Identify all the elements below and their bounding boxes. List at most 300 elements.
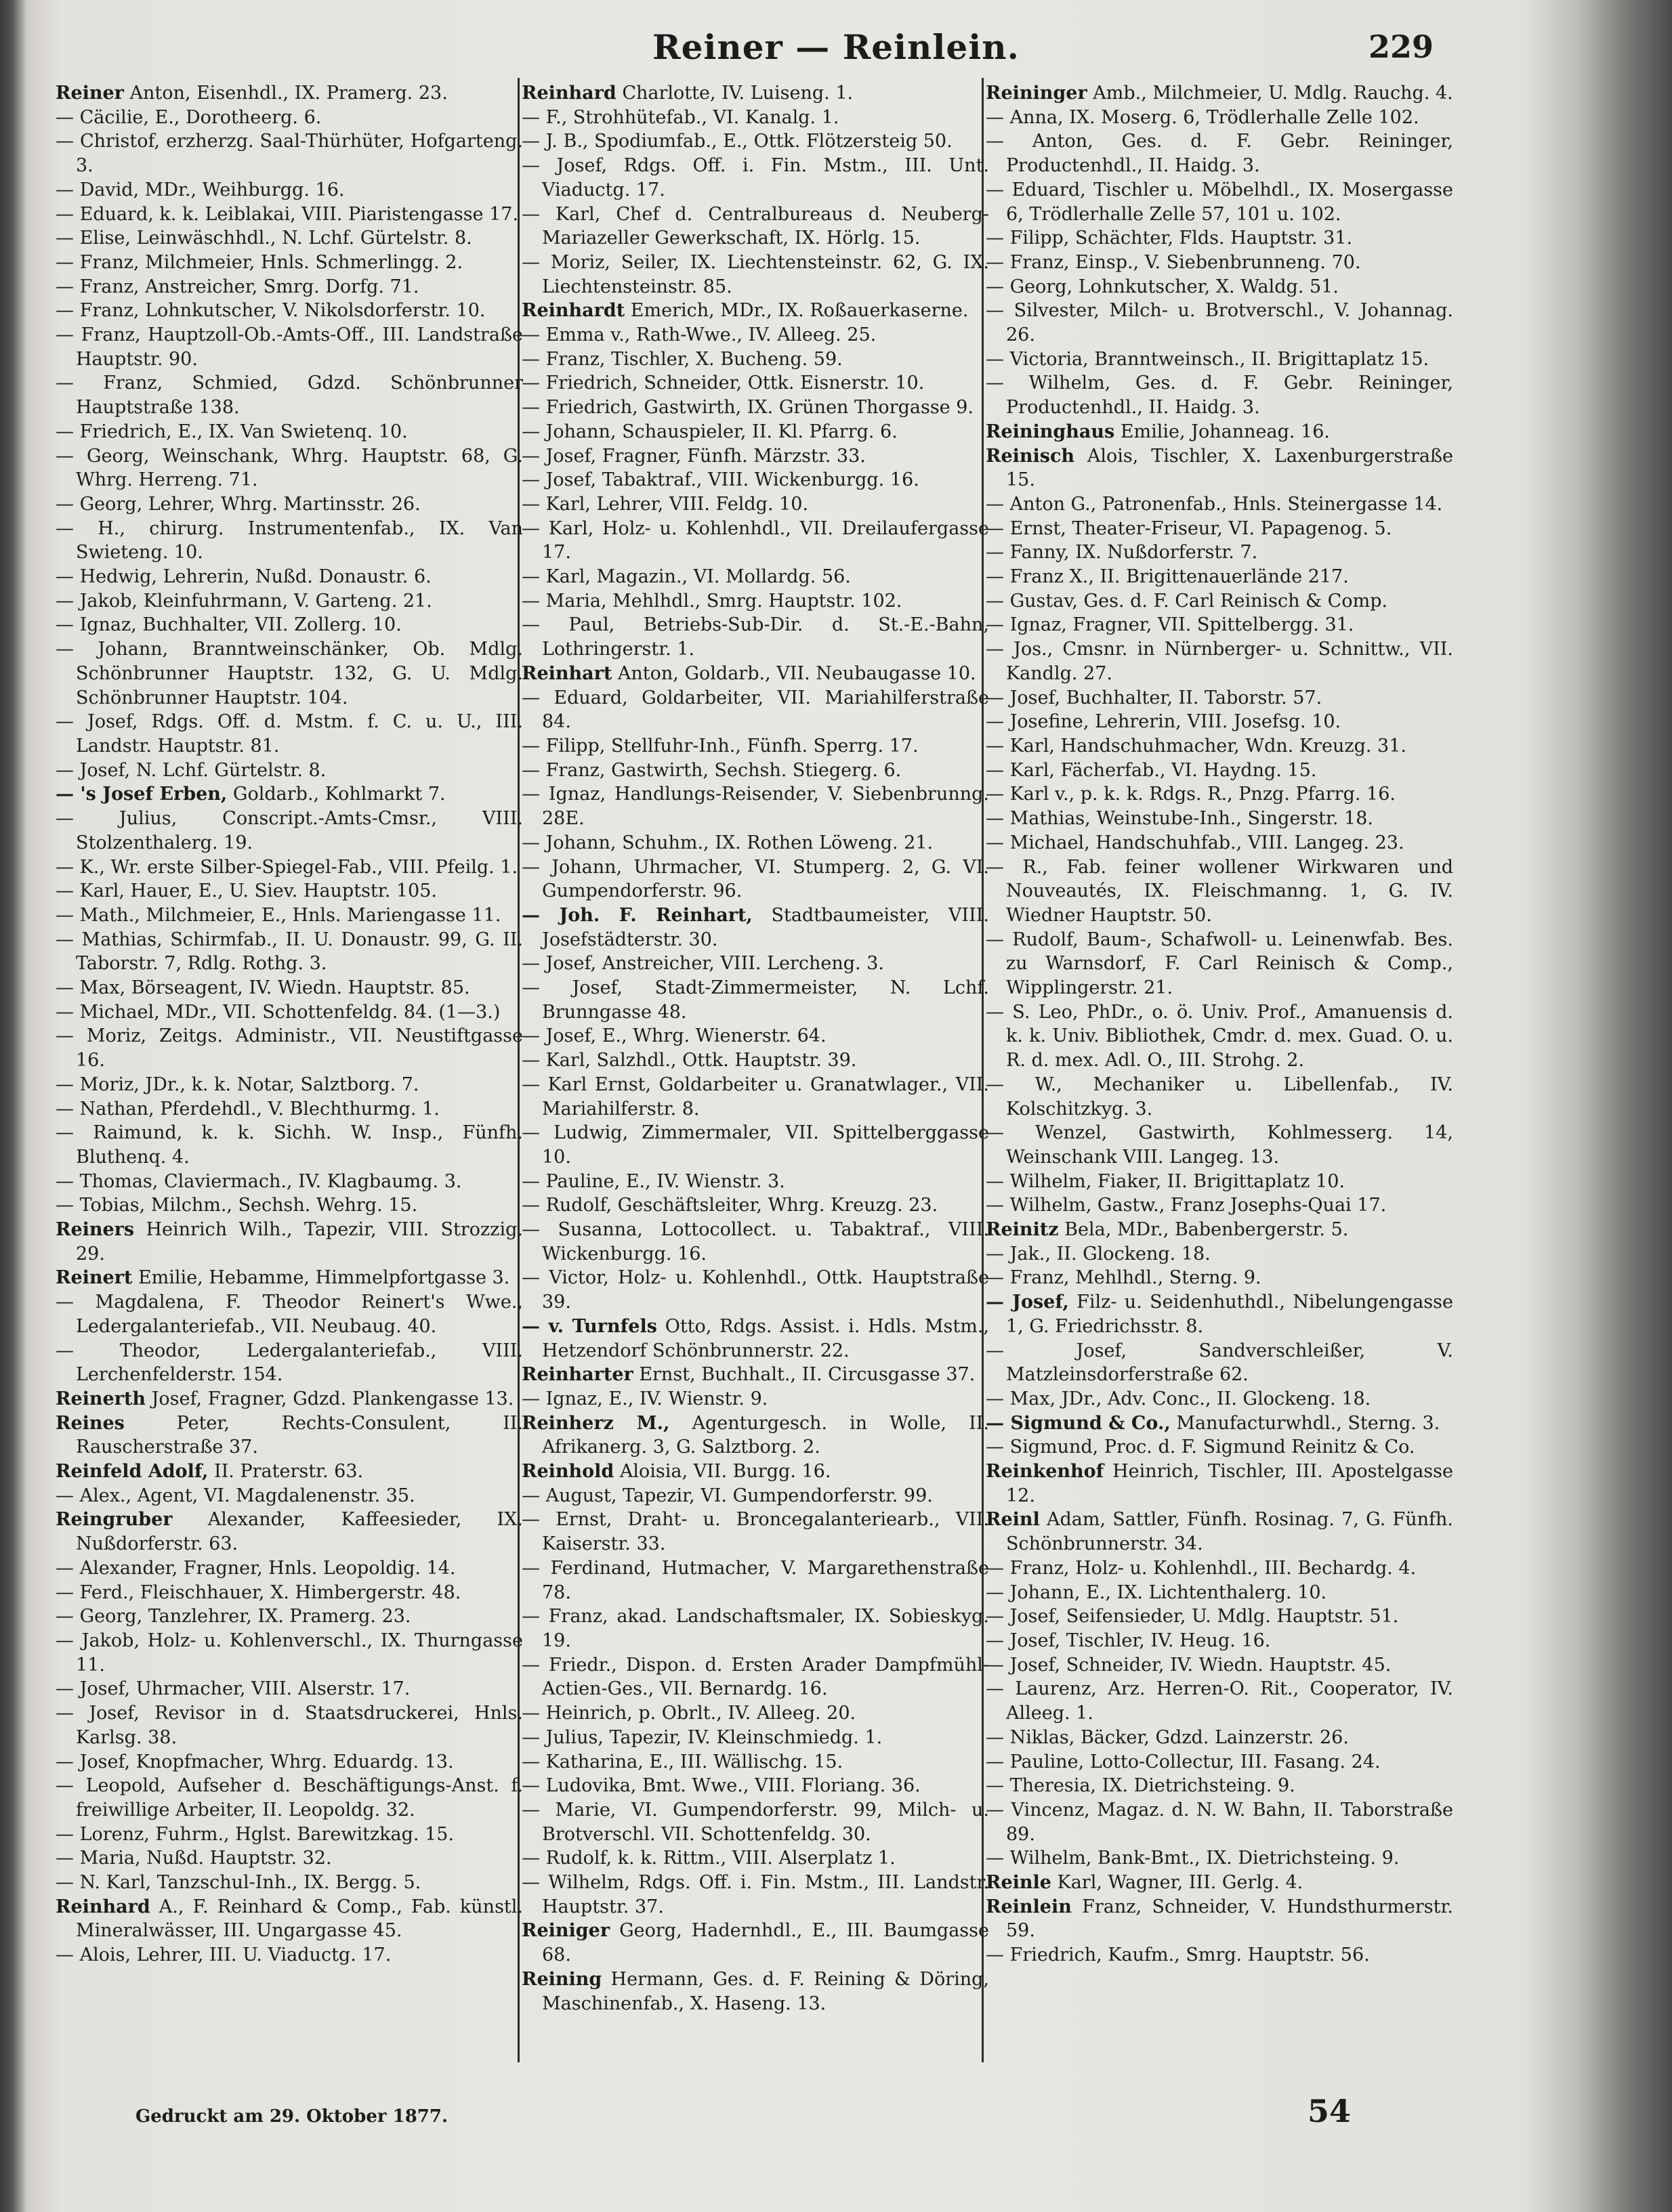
entry-surname: Reiniger [522,1920,610,1942]
entry-text: II. Praterstr. 63. [208,1461,364,1483]
directory-entry [522,1701,989,1726]
directory-entry [522,492,989,517]
directory-entry [522,1024,989,1048]
directory-entry [986,1193,1453,1218]
entry-text: — Vincenz, Magaz. d. N. W. Bahn, II. Taborstraße 89. [986,1799,1453,1845]
directory-entry [56,1000,523,1025]
entry-text: — Hedwig, Lehrerin, Nußd. Donaustr. 6. [56,566,432,588]
entry-text: Otto, Rdgs. Assist. i. Hdls. Mstm., Hetzendorf Schönbrunnerstr. 22. [542,1315,989,1361]
directory-entry [56,226,523,251]
entry-text: — August, Tapezir, VI. Gumpendorferstr. 99. [522,1485,933,1506]
directory-entry [986,444,1453,492]
entry-text: — Josef, E., Whrg. Wienerstr. 64. [522,1025,827,1047]
directory-entry [56,976,523,1000]
directory-entry [986,1073,1453,1121]
entry-text: — Johann, Uhrmacher, VI. Stumperg. 2, G. VI. Gumpendorferstr. 96. [522,856,989,902]
directory-entry [986,371,1453,419]
directory-column-2 [522,81,989,2079]
entry-surname: Reinhart [522,662,612,684]
entry-text: — Julius, Tapezir, IV. Kleinschmiedg. 1. [522,1726,883,1748]
entry-text: — Eduard, k. k. Leiblakai, VIII. Piaristengasse 17. [56,203,519,225]
directory-entry [986,1677,1453,1725]
entry-text: Amb., Milchmeier, U. Mdlg. Rauchg. 4. [1087,83,1453,104]
directory-entry [56,1411,523,1460]
directory-entry [986,807,1453,831]
entry-text: Franz, Schneider, V. Hundsthurmerstr. 59. [1006,1896,1453,1942]
entry-text: — Karl, Magazin., VI. Mollardg. 56. [522,566,851,588]
entry-text: — Emma v., Rath-Wwe., IV. Alleeg. 25. [522,324,877,346]
directory-entry [56,1073,523,1097]
entry-text: — Franz, Gastwirth, Sechsh. Stiegerg. 6. [522,759,902,781]
entry-text: A., F. Reinhard & Comp., Fab. künstl. Mineralwässer, III. Ungargasse 45. [76,1896,523,1942]
directory-entry [56,129,523,177]
entry-surname: Reingruber [56,1509,173,1531]
directory-entry [56,807,523,855]
directory-entry [522,782,989,830]
directory-entry [56,759,523,783]
entry-text: — Moriz, Zeitgs. Administr., VII. Neustiftgasse 16. [56,1025,523,1071]
directory-entry [986,1750,1453,1774]
directory-entry [56,275,523,299]
directory-entry [56,1677,523,1701]
directory-entry [986,1170,1453,1194]
directory-entry [986,831,1453,855]
entry-text: Stadtbaumeister, VIII. Josefstädterstr. 30. [542,904,989,950]
entry-text: — Elise, Leinwäschhdl., N. Lchf. Gürtelstr. 8. [56,228,472,249]
directory-entry [56,1604,523,1629]
entry-surname: Reinisch [986,445,1075,467]
directory-entry [986,178,1453,226]
directory-entry [56,420,523,444]
entry-text: — Friedrich, Schneider, Ottk. Eisnerstr. 10. [522,373,925,394]
directory-entry [56,589,523,614]
entry-text: — Leopold, Aufseher d. Beschäftigungs-Anst. f. freiwillige Arbeiter, II. Leopoldg. 32. [56,1775,523,1821]
entry-text: Emilie, Hebamme, Himmelpfortgasse 3. [132,1267,510,1289]
directory-entry [986,565,1453,589]
directory-entry [986,1798,1453,1846]
directory-entry [986,492,1453,517]
entry-text: Bela, MDr., Babenbergerstr. 5. [1058,1219,1349,1241]
directory-entry [986,81,1453,106]
directory-entry [522,1556,989,1604]
entry-text: — Eduard, Tischler u. Möbelhdl., IX. Mosergasse 6, Trödlerhalle Zelle 57, 101 u. 102. [986,179,1453,225]
directory-entry [56,637,523,710]
entry-text: — Eduard, Goldarbeiter, VII. Mariahilferstraße 84. [522,687,989,733]
directory-entry [56,1266,523,1290]
directory-entry [56,1387,523,1411]
entry-text: — R., Fab. feiner wollener Wirkwaren und Nouveautés, IX. Fleischmanng. 1, G. IV. Wiedner Hauptstr. 50. [986,856,1453,926]
entry-text: — Marie, VI. Gumpendorferstr. 99, Milch- u. Brotverschl. VII. Schottenfeldg. 30. [522,1799,989,1845]
directory-entry [986,1508,1453,1556]
entry-surname: Reininghaus [986,421,1115,442]
entry-text: — Josef, N. Lchf. Gürtelstr. 8. [56,759,327,781]
entry-surname: Reinert [56,1267,133,1289]
entry-text: — Pauline, Lotto-Collectur, III. Fasang. 24. [986,1751,1381,1772]
entry-text: — Julius, Conscript.-Amts-Cmsr., VIII. Stolzenthalerg. 19. [56,808,523,853]
directory-entry [986,1000,1453,1073]
directory-entry [56,928,523,976]
entry-text: — Ernst, Draht- u. Broncegalanteriearb., VII. Kaiserstr. 33. [522,1509,989,1555]
directory-entry [522,106,989,130]
directory-entry [522,1387,989,1411]
entry-text: — Karl, Handschuhmacher, Wdn. Kreuzg. 31. [986,735,1406,757]
entry-text: — Ignaz, Buchhalter, VII. Zollerg. 10. [56,614,402,636]
directory-entry [522,1484,989,1508]
entry-surname: Reinerth [56,1388,146,1409]
entry-text: — Alexander, Fragner, Hnls. Leopoldig. 14. [56,1557,456,1579]
entry-text: — Georg, Lohnkutscher, X. Waldg. 51. [986,276,1339,297]
entry-text: — Christof, erzherzg. Saal-Thürhüter, Hofgarteng. 3. [56,131,523,177]
entry-surname: — Josef, [986,1292,1069,1313]
entry-text: — Wilhelm, Rdgs. Off. i. Fin. Mstm., III. Landstr. Hauptstr. 37. [522,1872,989,1917]
directory-entry [522,371,989,396]
directory-entry [56,710,523,758]
directory-entry [56,1846,523,1871]
entry-text: — Math., Milchmeier, E., Hnls. Mariengasse 11. [56,904,501,926]
entry-text: — Anton G., Patronenfab., Hnls. Steinergasse 14. [986,493,1443,515]
directory-entry [986,540,1453,565]
directory-entry [522,831,989,855]
entry-text: — H., chirurg. Instrumentenfab., IX. Van Swieteng. 10. [56,517,523,563]
entry-text: — Karl v., p. k. k. Rdgs. R., Pnzg. Pfarrg. 16. [986,784,1396,805]
directory-entry [522,565,989,589]
entry-text: Alexander, Kaffeesieder, IX. Nußdorferstr. 63. [76,1509,523,1555]
entry-text: — Karl, Fächerfab., VI. Haydng. 15. [986,759,1317,781]
entry-text: — Jak., II. Glockeng. 18. [986,1243,1211,1264]
directory-entry [986,1604,1453,1629]
entry-surname: — v. Turnfels [522,1315,657,1337]
entry-surname: Reinl [986,1509,1040,1531]
entry-text: — Tobias, Milchm., Sechsh. Wehrg. 15. [56,1195,418,1216]
directory-entry [522,976,989,1024]
entry-text: — Franz, Tischler, X. Bucheng. 59. [522,348,843,370]
directory-entry [522,1919,989,1967]
directory-entry [522,1073,989,1121]
directory-entry [56,1581,523,1605]
directory-entry [56,517,523,565]
directory-entry [986,1339,1453,1387]
directory-column-1 [56,81,523,2079]
entry-surname: Reinitz [986,1219,1059,1241]
directory-entry [986,1895,1453,1943]
directory-entry [986,1871,1453,1895]
directory-entry [56,1895,523,1943]
entry-text: — Josef, Stadt-Zimmermeister, N. Lchf. Brunngasse 48. [522,977,989,1023]
entry-surname: Reiners [56,1219,135,1241]
directory-entry [56,879,523,903]
entry-text: — Josef, Rdgs. Off. i. Fin. Mstm., III. Unt. Viaductg. 17. [522,155,989,200]
entry-text: — Franz, akad. Landschaftsmaler, IX. Sobieskyg. 19. [522,1606,989,1651]
directory-entry [986,1653,1453,1678]
directory-entry [986,1411,1453,1436]
directory-entry [986,420,1453,444]
directory-entry [522,1846,989,1871]
entry-text: — Theresia, IX. Dietrichsteing. 9. [986,1775,1295,1797]
entry-text: Alois, Tischler, X. Laxenburgerstraße 15. [1006,445,1453,491]
directory-entry [56,106,523,130]
directory-entry [986,1121,1453,1169]
directory-entry [986,637,1453,685]
directory-entry [522,1218,989,1266]
entry-text: — Jakob, Kleinfuhrmann, V. Garteng. 21. [56,590,432,612]
directory-entry [522,759,989,783]
directory-entry [986,1581,1453,1605]
directory-entry [522,81,989,106]
entry-text: — Mathias, Weinstube-Inh., Singerstr. 18. [986,808,1373,830]
directory-entry [56,1774,523,1822]
directory-entry [56,782,523,807]
entry-text: — Anna, IX. Moserg. 6, Trödlerhalle Zelle 102. [986,106,1419,128]
directory-entry [986,928,1453,1000]
directory-entry [522,589,989,614]
entry-text: — Franz, Milchmeier, Hnls. Schmerlingg. 2. [56,251,463,273]
entry-surname: Reinkenhof [986,1461,1104,1483]
directory-entry [522,347,989,372]
directory-entry [56,1339,523,1387]
entry-text: — N. Karl, Tanzschul-Inh., IX. Bergg. 5. [56,1872,421,1894]
entry-text: — Josef, Buchhalter, II. Taborstr. 57. [986,687,1322,708]
directory-entry [522,1315,989,1363]
directory-entry [56,299,523,323]
entry-text: — Moriz, JDr., k. k. Notar, Salztborg. 7. [56,1073,419,1095]
entry-surname: Reining [522,1968,602,1990]
entry-text: — K., Wr. erste Silber-Spiegel-Fab., VIII. Pfeilg. 1. [56,856,518,878]
entry-text: — Maria, Mehlhdl., Smrg. Hauptstr. 102. [522,590,902,612]
signature-mark: 54 [1308,2093,1352,2129]
directory-entry [986,1435,1453,1460]
directory-entry [986,1290,1453,1338]
entry-text: — Karl, Chef d. Centralbureaus d. Neuberg-Mariazeller Gewerkschaft, IX. Hörlg. 15. [522,203,989,249]
directory-entry [986,1846,1453,1871]
directory-entry [986,686,1453,710]
directory-entry [56,1629,523,1677]
directory-entry [522,396,989,420]
entry-surname: — 's Josef Erben, [56,784,228,805]
directory-entry [522,1750,989,1774]
directory-entry [56,1290,523,1338]
entry-text: — Wilhelm, Ges. d. F. Gebr. Reininger, Productenhdl., II. Haidg. 3. [986,373,1453,419]
entry-text: — Maria, Nußd. Hauptstr. 32. [56,1848,332,1869]
entry-surname: — Joh. F. Reinhart, [522,904,753,926]
entry-text: — Gustav, Ges. d. F. Carl Reinisch & Comp. [986,590,1388,612]
directory-entry [522,420,989,444]
directory-entry [56,1871,523,1895]
directory-entry [56,1556,523,1581]
entry-text: — Victoria, Branntweinsch., II. Brigittaplatz 15. [986,348,1429,370]
entry-surname: Reines [56,1412,125,1434]
entry-surname: Reinhardt [522,300,625,322]
entry-surname: Reinherz M., [522,1412,670,1434]
directory-entry [986,106,1453,130]
entry-text: — Karl, Holz- u. Kohlenhdl., VII. Dreilaufergasse 17. [522,517,989,563]
directory-entry [522,299,989,323]
entry-text: — Silvester, Milch- u. Brotverschl., V. Johannag. 26. [986,300,1453,346]
entry-text: — Jakob, Holz- u. Kohlenverschl., IX. Thurngasse 11. [56,1630,523,1676]
entry-text: — Franz, Holz- u. Kohlenhdl., III. Bechardg. 4. [986,1557,1417,1579]
entry-text: — Josef, Seifensieder, U. Mdlg. Hauptstr. 51. [986,1606,1399,1628]
entry-text: — Josef, Tabaktraf., VIII. Wickenburgg. 16. [522,469,919,491]
entry-text: — Raimund, k. k. Sichh. W. Insp., Fünfh. Bluthenq. 4. [56,1122,523,1168]
entry-text: — Lorenz, Fuhrm., Hglst. Barewitzkag. 15. [56,1823,455,1845]
directory-entry [986,347,1453,372]
directory-entry [986,1218,1453,1242]
entry-text: — Karl, Salzhdl., Ottk. Hauptstr. 39. [522,1050,857,1071]
entry-text: — Niklas, Bäcker, Gdzd. Lainzerstr. 26. [986,1726,1349,1748]
directory-entry [56,178,523,203]
directory-entry [56,1193,523,1218]
directory-entry [56,371,523,419]
print-date: Gedruckt am 29. Oktober 1877. [135,2106,448,2127]
directory-entry [522,1266,989,1314]
entry-text: — Karl, Lehrer, VIII. Feldg. 10. [522,493,809,515]
entry-text: Agenturgesch. in Wolle, II. Afrikanerg. 3, G. Salztborg. 2. [542,1412,989,1458]
directory-entry [986,734,1453,759]
entry-text: — Georg, Lehrer, Whrg. Martinsstr. 26. [56,493,421,515]
entry-text: — Friedrich, Kaufm., Smrg. Hauptstr. 56. [986,1944,1370,1966]
entry-text: — Franz, Hauptzoll-Ob.-Amts-Off., III. Landstraße Hauptstr. 90. [56,324,523,370]
directory-entry [522,903,989,952]
entry-text: — Laurenz, Arz. Herren-O. Rit., Cooperator, IV. Alleeg. 1. [986,1678,1453,1724]
page-title: Reiner — Reinlein. [652,27,1020,67]
entry-text: — Susanna, Lottocollect. u. Tabaktraf., VIII. Wickenburgg. 16. [522,1219,989,1264]
entry-text: — Anton, Ges. d. F. Gebr. Reininger, Productenhdl., II. Haidg. 3. [986,131,1453,177]
directory-entry [522,129,989,154]
entry-text: — Josef, Tischler, IV. Heug. 16. [986,1630,1271,1651]
entry-text: — Michael, MDr., VII. Schottenfeldg. 84. (1—3.) [56,1001,501,1023]
entry-text: — Ignaz, Handlungs-Reisender, V. Siebenbrunng. 28E. [522,784,989,830]
directory-entry [522,952,989,976]
directory-entry [522,1460,989,1484]
entry-surname: Reinharter [522,1364,633,1386]
entry-text: — Rudolf, Geschäftsleiter, Whrg. Kreuzg. 23. [522,1195,938,1216]
entry-text: Charlotte, IV. Luiseng. 1. [616,83,854,104]
directory-entry [986,1943,1453,1968]
directory-entry [522,686,989,734]
entry-text: — Ferd., Fleischhauer, X. Himbergerstr. 48. [56,1581,461,1603]
directory-entry [986,1556,1453,1581]
entry-text: — Friedrich, E., IX. Van Swietenq. 10. [56,421,408,442]
entry-text: Emilie, Johanneag. 16. [1114,421,1330,442]
entry-text: — Wilhelm, Fiaker, II. Brigittaplatz 10. [986,1170,1345,1192]
entry-text: — Josef, Knopfmacher, Whrg. Eduardg. 13. [56,1751,454,1772]
directory-entry [986,759,1453,783]
directory-entry [986,129,1453,177]
entry-text: — Johann, Branntweinschänker, Ob. Mdlg. Schönbrunner Hauptstr. 132, G. U. Mdlg. Schönbrunner Hauptstr. 104. [56,639,523,708]
entry-text: — Alois, Lehrer, III. U. Viaductg. 17. [56,1944,392,1966]
entry-text: — Fanny, IX. Nußdorferstr. 7. [986,542,1258,563]
directory-entry [522,1604,989,1653]
directory-entry [522,855,989,903]
entry-text: — Franz, Lohnkutscher, V. Nikolsdorferstr. 10. [56,300,486,322]
directory-entry [56,565,523,589]
entry-text: — Ignaz, Fragner, VII. Spittelbergg. 31. [986,614,1354,636]
entry-text: Josef, Fragner, Gdzd. Plankengasse 13. [146,1388,514,1409]
directory-entry [56,855,523,880]
entry-text: — Karl Ernst, Goldarbeiter u. Granatwlager., VII. Mariahilferstr. 8. [522,1073,989,1120]
directory-entry [56,323,523,371]
entry-surname: Reinhold [522,1461,614,1483]
directory-entry [522,1193,989,1218]
page-header [0,27,1672,75]
entry-text: — Josef, Uhrmacher, VIII. Alserstr. 17. [56,1678,411,1700]
directory-entry [522,251,989,299]
entry-text: — Sigmund, Proc. d. F. Sigmund Reinitz & Co. [986,1437,1415,1458]
directory-entry [56,1460,523,1484]
entry-text: — Georg, Tanzlehrer, IX. Pramerg. 23. [56,1606,411,1628]
entry-text: Goldarb., Kohlmarkt 7. [227,784,446,805]
directory-entry [986,710,1453,734]
entry-text: — Magdalena, F. Theodor Reinert's Wwe., Ledergalanteriefab., VII. Neubaug. 40. [56,1292,523,1337]
directory-entry [522,1508,989,1556]
directory-entry [522,1170,989,1194]
entry-surname: Reinle [986,1872,1051,1894]
entry-text: — Wenzel, Gastwirth, Kohlmesserg. 14, Weinschank VIII. Langeg. 13. [986,1122,1453,1168]
entry-text: Heinrich Wilh., Tapezir, VIII. Strozzig. 29. [76,1219,523,1264]
directory-entry [522,154,989,202]
entry-text: Anton, Eisenhdl., IX. Pramerg. 23. [123,83,448,104]
directory-entry [986,1726,1453,1750]
directory-entry [56,1823,523,1847]
entry-text: — Franz X., II. Brigittenauerlände 217. [986,566,1349,588]
entry-text: Aloisia, VII. Burgg. 16. [614,1461,831,1483]
directory-entry [522,323,989,347]
directory-entry [986,782,1453,807]
entry-text: — Friedrich, Gastwirth, IX. Grünen Thorgasse 9. [522,397,974,419]
directory-entry [56,903,523,928]
entry-text: Ernst, Buchhalt., II. Circusgasse 37. [633,1364,976,1386]
entry-surname: Reinhard [56,1896,150,1917]
entry-text: — Ernst, Theater-Friseur, VI. Papagenog. 5. [986,517,1392,539]
entry-text: — Josef, Fragner, Fünfh. Märzstr. 33. [522,445,866,467]
directory-entry [986,1460,1453,1508]
directory-entry [56,1943,523,1968]
entry-text: — Mathias, Schirmfab., II. U. Donaustr. 99, G. II. Taborstr. 7, Rdlg. Rothg. 3. [56,929,523,975]
directory-entry [522,1774,989,1798]
directory-entry [986,275,1453,299]
entry-text: — Johann, Schauspieler, II. Kl. Pfarrg. 6. [522,421,898,442]
directory-entry [986,1266,1453,1290]
directory-entry [522,203,989,251]
directory-entry [522,1871,989,1919]
directory-entry [986,589,1453,614]
entry-text: Emerich, MDr., IX. Roßauerkaserne. [625,300,969,322]
entry-text: — Filipp, Schächter, Flds. Hauptstr. 31. [986,228,1353,249]
entry-surname: Reinlein [986,1896,1072,1917]
entry-text: — Johann, Schuhm., IX. Rothen Löweng. 21. [522,832,934,853]
entry-text: — Ferdinand, Hutmacher, V. Margarethenstraße 78. [522,1557,989,1603]
entry-text: — Franz, Schmied, Gdzd. Schönbrunner Hauptstraße 138. [56,373,523,419]
directory-entry [986,1629,1453,1653]
entry-text: — Josef, Anstreicher, VIII. Lercheng. 3. [522,953,884,975]
entry-text: — Rudolf, k. k. Rittm., VIII. Alserplatz 1. [522,1848,896,1869]
entry-text: — Thomas, Claviermach., IV. Klagbaumg. 3. [56,1170,462,1192]
entry-text: Manufacturwhdl., Sterng. 3. [1170,1412,1440,1434]
entry-text: Georg, Hadernhdl., E., III. Baumgasse 68. [542,1920,989,1966]
entry-text: — Victor, Holz- u. Kohlenhdl., Ottk. Hauptstraße 39. [522,1267,989,1313]
page-number: 229 [1368,28,1434,65]
directory-entry [986,299,1453,347]
entry-text: — Wilhelm, Gastw., Franz Josephs-Quai 17. [986,1195,1387,1216]
entry-text: — Jos., Cmsnr. in Nürnberger- u. Schnittw., VII. Kandlg. 27. [986,639,1453,684]
directory-entry [56,81,523,106]
directory-entry [522,517,989,565]
directory-entry [522,1968,989,2016]
directory-entry [522,444,989,469]
directory-entry [522,1121,989,1169]
entry-text: Heinrich, Tischler, III. Apostelgasse 12. [1006,1461,1453,1506]
directory-entry [986,1774,1453,1798]
directory-entry [56,1508,523,1556]
